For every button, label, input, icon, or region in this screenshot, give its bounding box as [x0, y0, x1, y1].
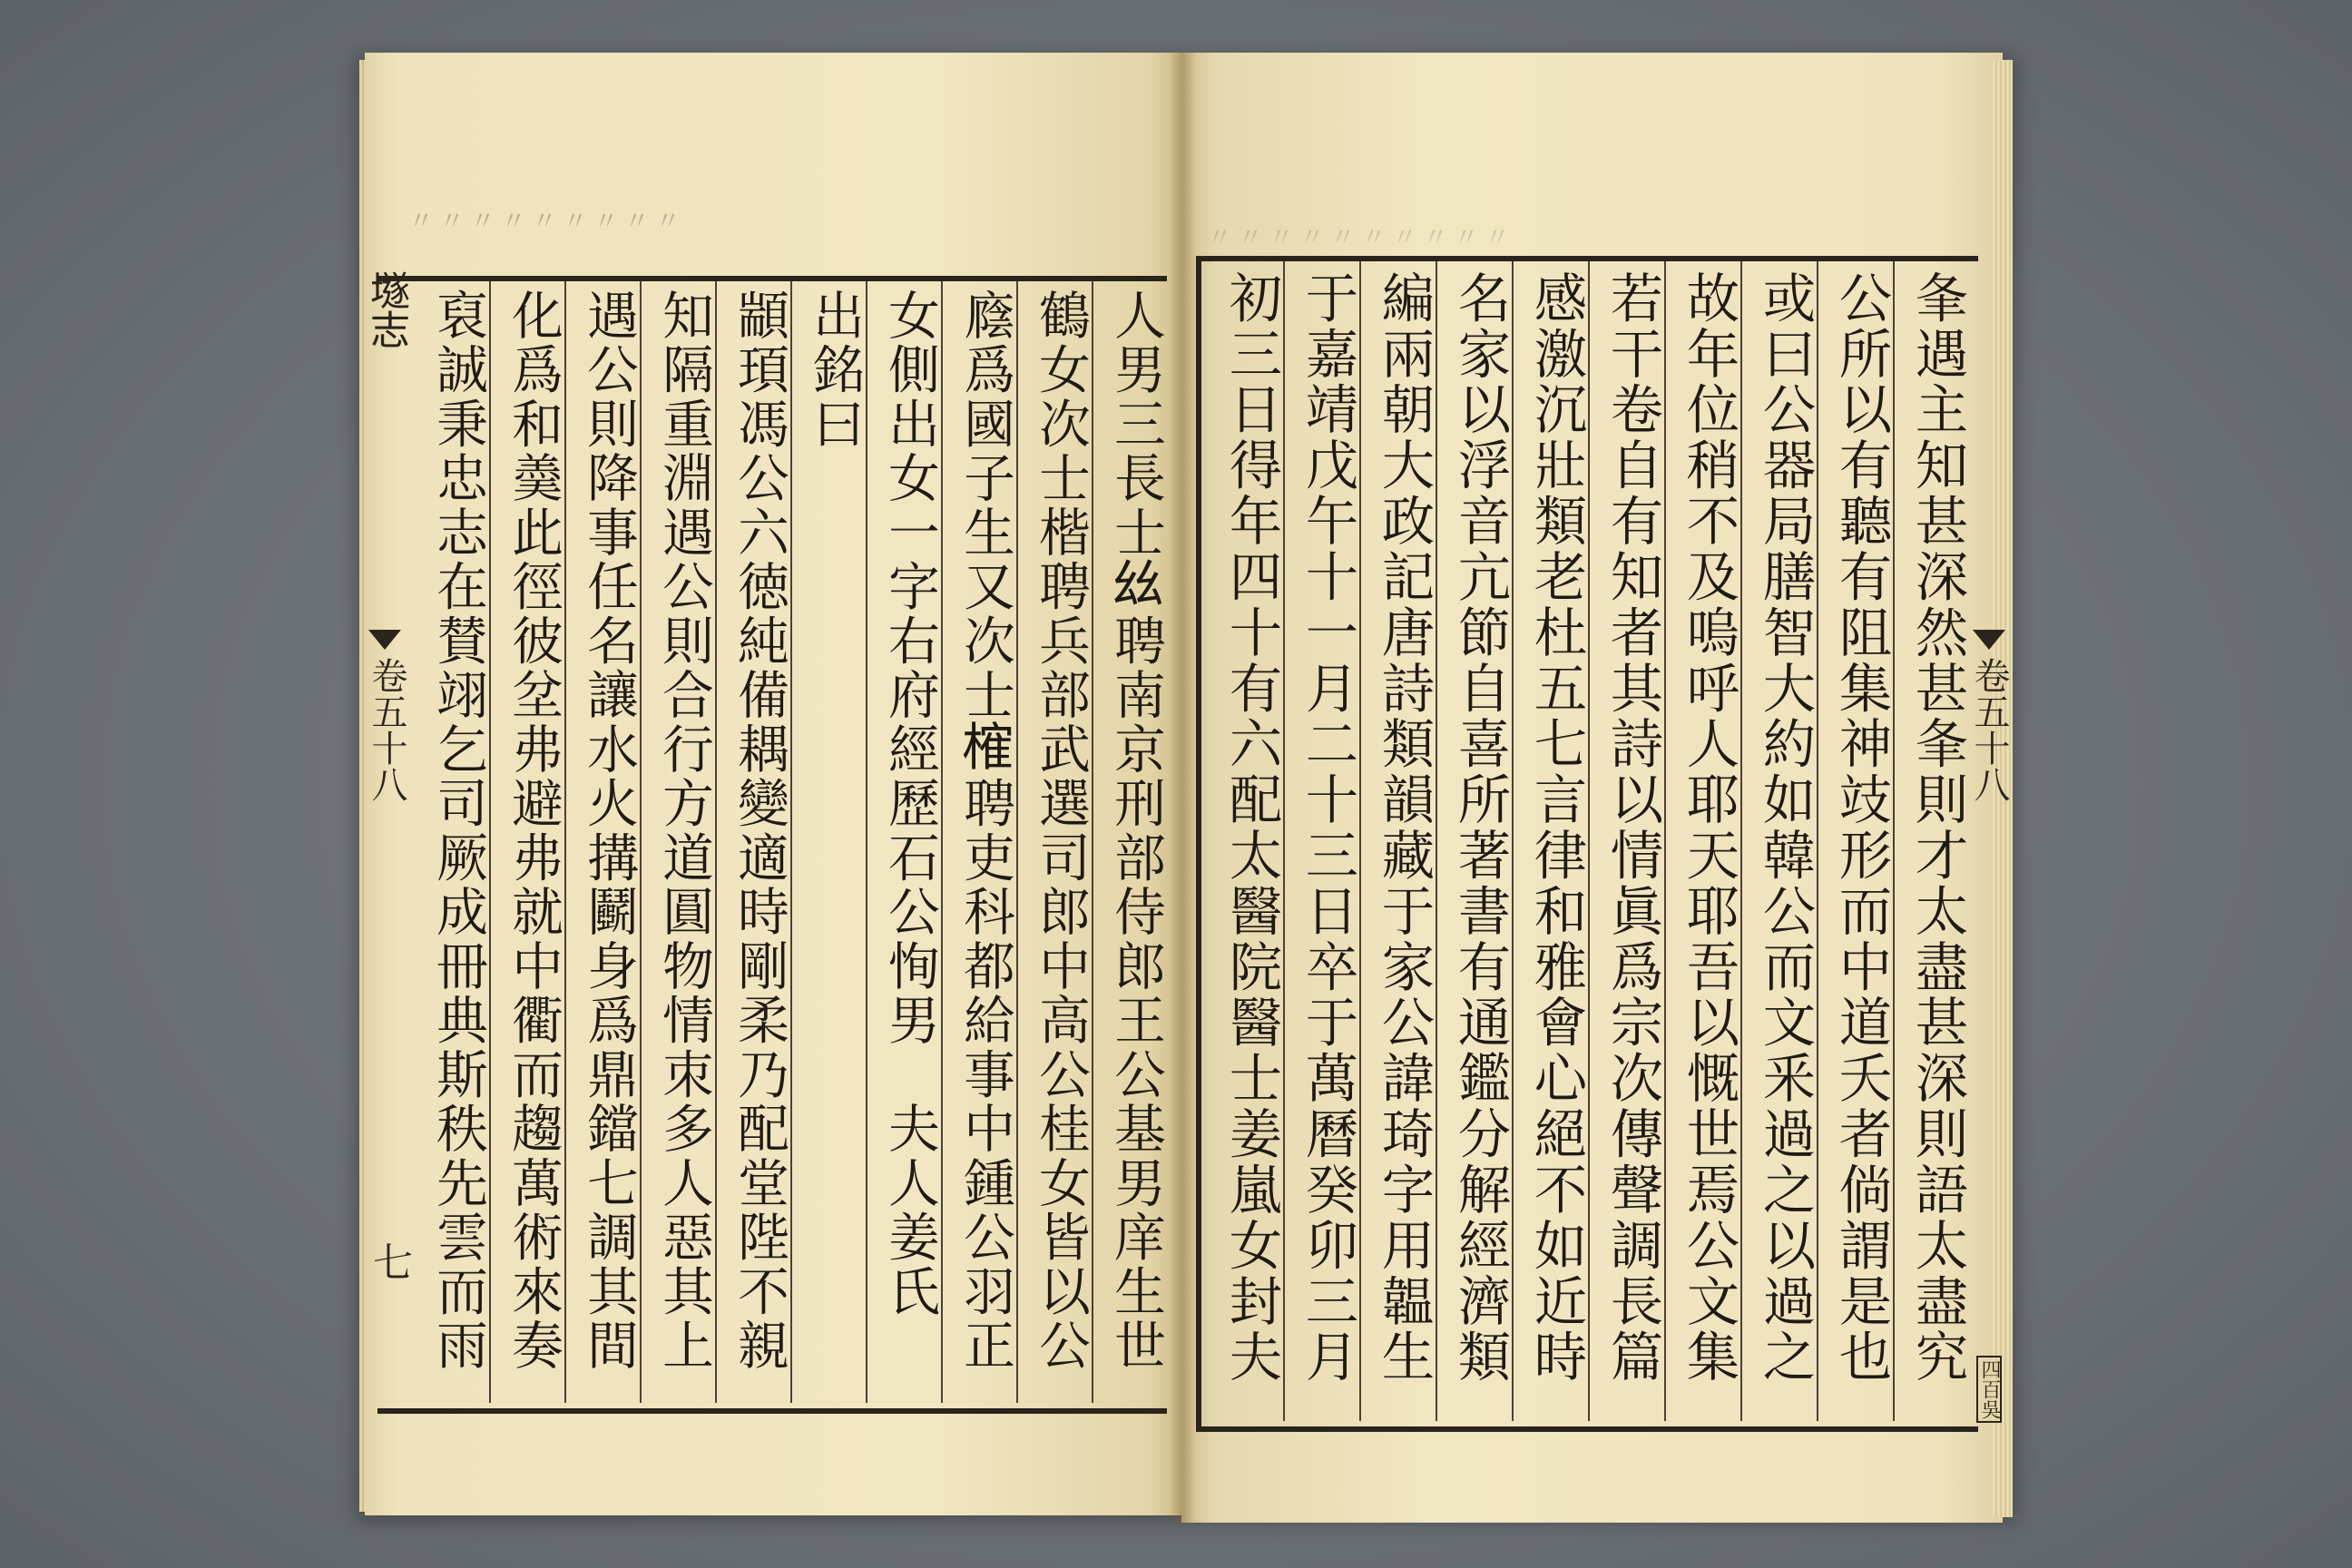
text-column: 或曰公器局膳智大約如韓公而文釆過之以過之 — [1754, 270, 1816, 1386]
text-column: 廕爲國子生又次士𣙜聘吏科都給事中鍾公羽正 — [956, 289, 1015, 1373]
text-column: 名家以浮音亢節自喜所著書有通鑑分解經濟類 — [1449, 270, 1511, 1386]
column-rule — [564, 281, 566, 1403]
right-fish-tail-icon — [1971, 626, 2007, 653]
column-rule — [790, 281, 792, 1403]
column-rule — [715, 281, 717, 1403]
text-column: 女側出女一字右府經歷石公恂男 夫人姜氏 — [880, 289, 940, 1319]
column-rule — [941, 281, 943, 1403]
text-column: 若干卷自有知者其詩以情眞爲宗次傳聲調長篇 — [1602, 270, 1663, 1386]
column-rule — [866, 281, 867, 1403]
column-rule — [489, 281, 491, 1403]
faded-stain-right: 〃〃〃〃〃〃〃〃〃〃 — [1207, 222, 1516, 252]
column-rule — [1512, 261, 1514, 1421]
text-column: 人男三長士𢆶聘南京刑部侍郎王公基男庠生世 — [1106, 289, 1166, 1373]
right-margin-title: 卷五十八 — [1968, 657, 2010, 802]
column-rule — [1817, 261, 1818, 1421]
text-column: 編兩朝大政記唐詩類韻藏于家公諱琦字用韞生 — [1373, 270, 1435, 1386]
text-column: 化爲和羮此徑彼坌弗避弗就中衢而趨萬術來奏 — [504, 289, 564, 1373]
text-column: 遇公則降事任名讓水火搆鬬身爲鼎鐺七調其間 — [579, 289, 639, 1373]
column-rule — [1283, 261, 1285, 1421]
text-column: 出銘曰 — [805, 289, 865, 452]
column-rule — [640, 281, 642, 1403]
faded-stain-left: 〃〃〃〃〃〃〃〃〃 — [408, 206, 687, 236]
left-margin-title: 𡑞志 — [366, 272, 412, 352]
text-column: 初三日得年四十有六配太醫院醫士姜嵐女封夫 — [1220, 270, 1282, 1386]
text-column: 裒誠秉忠志在賛翊乞司厥成冊典斯秩先雲而雨 — [428, 289, 488, 1373]
column-rule — [1664, 261, 1666, 1421]
column-rule — [1436, 261, 1437, 1421]
left-margin-page-number: 七 — [366, 1241, 412, 1281]
text-column: 顓頊馮公六徳純備耦變適時剛柔乃配堂陛不親 — [730, 289, 789, 1373]
column-rule — [1588, 261, 1590, 1421]
column-rule — [1740, 261, 1742, 1421]
folio-mark: 四百吳 — [1976, 1356, 2002, 1423]
text-column: 于嘉靖戊午十一月二十三日卒于萬曆癸卯三月 — [1297, 270, 1358, 1386]
left-fish-tail-icon — [367, 626, 403, 653]
column-rule — [1893, 261, 1895, 1421]
column-rule — [1016, 281, 1018, 1403]
text-column: 夆遇主知甚深然甚夆則才太盡甚深則語太盡究 — [1906, 270, 1968, 1386]
text-column: 公所以有聽有阻集神攱形而中道夭者倘謂是也 — [1830, 270, 1892, 1386]
left-margin-volume: 卷五十八 — [366, 657, 407, 802]
book-gutter — [1169, 53, 1196, 1523]
text-column: 感激沉壯類老杜五七言律和雅會心絕不如近時 — [1525, 270, 1587, 1386]
column-rule — [1092, 281, 1093, 1403]
text-column: 鶴女次士楷聘兵部武選司郎中高公桂女皆以公 — [1031, 289, 1091, 1373]
column-rule — [1359, 261, 1361, 1421]
text-column: 知隔重淵遇公則合行方道圓物情朿多人惡其上 — [654, 289, 714, 1373]
text-column: 故年位稍不及嗚呼人耶天耶吾以慨世焉公文集 — [1678, 270, 1740, 1386]
